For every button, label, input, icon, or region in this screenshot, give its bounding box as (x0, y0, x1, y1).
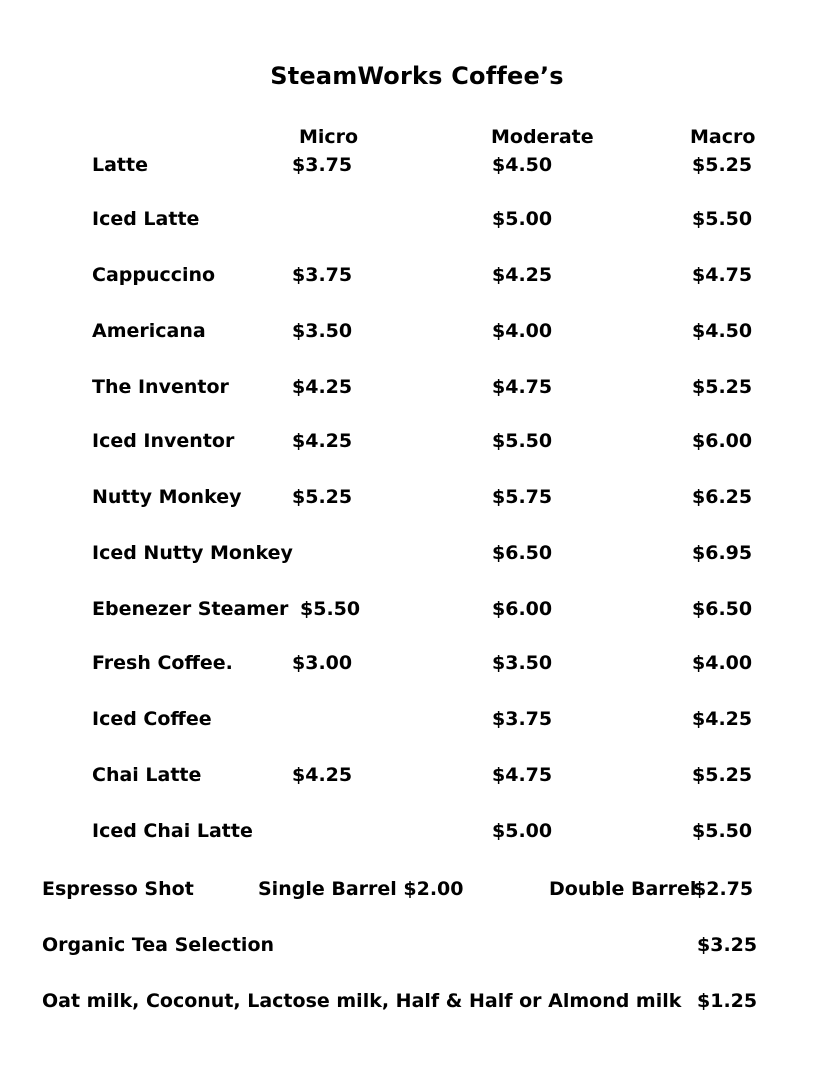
price-macro: $4.75 (692, 264, 753, 286)
price-micro: $4.25 (292, 376, 353, 398)
header-macro: Macro (690, 126, 756, 148)
price-moderate: $4.00 (492, 320, 553, 342)
espresso-label: Espresso Shot (42, 878, 194, 900)
price-macro: $5.50 (692, 208, 753, 230)
tea-label: Organic Tea Selection (42, 934, 275, 956)
price-moderate: $6.00 (492, 598, 553, 620)
price-macro: $6.50 (692, 598, 753, 620)
drink-name: Fresh Coffee. (92, 652, 233, 674)
price-moderate: $3.50 (492, 652, 553, 674)
price-micro: $5.50 (300, 598, 361, 620)
price-micro: $4.25 (292, 764, 353, 786)
drink-name: Ebenezer Steamer (92, 598, 289, 620)
header-moderate: Moderate (491, 126, 594, 148)
header-micro: Micro (299, 126, 359, 148)
drink-name: The Inventor (92, 376, 229, 398)
price-moderate: $5.75 (492, 486, 553, 508)
price-macro: $5.25 (692, 154, 753, 176)
drink-name: Chai Latte (92, 764, 202, 786)
price-moderate: $4.25 (492, 264, 553, 286)
price-moderate: $3.75 (492, 708, 553, 730)
drink-name: Iced Nutty Monkey (92, 542, 293, 564)
price-micro: $3.75 (292, 264, 353, 286)
drink-name: Iced Inventor (92, 430, 235, 452)
price-macro: $5.25 (692, 376, 753, 398)
drink-name: Cappuccino (92, 264, 216, 286)
price-micro: $4.25 (292, 430, 353, 452)
espresso-single-barrel: Single Barrel $2.00 (258, 878, 464, 900)
drink-name: Iced Latte (92, 208, 200, 230)
drink-name: Iced Coffee (92, 708, 212, 730)
tea-price: $3.25 (697, 934, 758, 956)
drink-name: Americana (92, 320, 206, 342)
price-moderate: $4.75 (492, 764, 553, 786)
espresso-double-barrel-label: Double Barrel (549, 878, 697, 900)
price-macro: $6.25 (692, 486, 753, 508)
price-moderate: $4.50 (492, 154, 553, 176)
milk-options-price: $1.25 (697, 990, 758, 1012)
espresso-double-barrel-price: $2.75 (693, 878, 754, 900)
price-macro: $6.95 (692, 542, 753, 564)
price-micro: $3.00 (292, 652, 353, 674)
price-moderate: $5.50 (492, 430, 553, 452)
price-moderate: $5.00 (492, 820, 553, 842)
price-micro: $3.50 (292, 320, 353, 342)
milk-options-label: Oat milk, Coconut, Lactose milk, Half & Half or Almond milk (42, 990, 682, 1012)
price-macro: $4.50 (692, 320, 753, 342)
price-moderate: $5.00 (492, 208, 553, 230)
price-moderate: $6.50 (492, 542, 553, 564)
price-macro: $6.00 (692, 430, 753, 452)
price-macro: $5.25 (692, 764, 753, 786)
price-micro: $5.25 (292, 486, 353, 508)
drink-name: Iced Chai Latte (92, 820, 253, 842)
price-moderate: $4.75 (492, 376, 553, 398)
price-macro: $4.25 (692, 708, 753, 730)
drink-name: Nutty Monkey (92, 486, 242, 508)
drink-name: Latte (92, 154, 148, 176)
price-macro: $5.50 (692, 820, 753, 842)
price-macro: $4.00 (692, 652, 753, 674)
price-micro: $3.75 (292, 154, 353, 176)
menu-title: SteamWorks Coffee’s (270, 62, 564, 90)
